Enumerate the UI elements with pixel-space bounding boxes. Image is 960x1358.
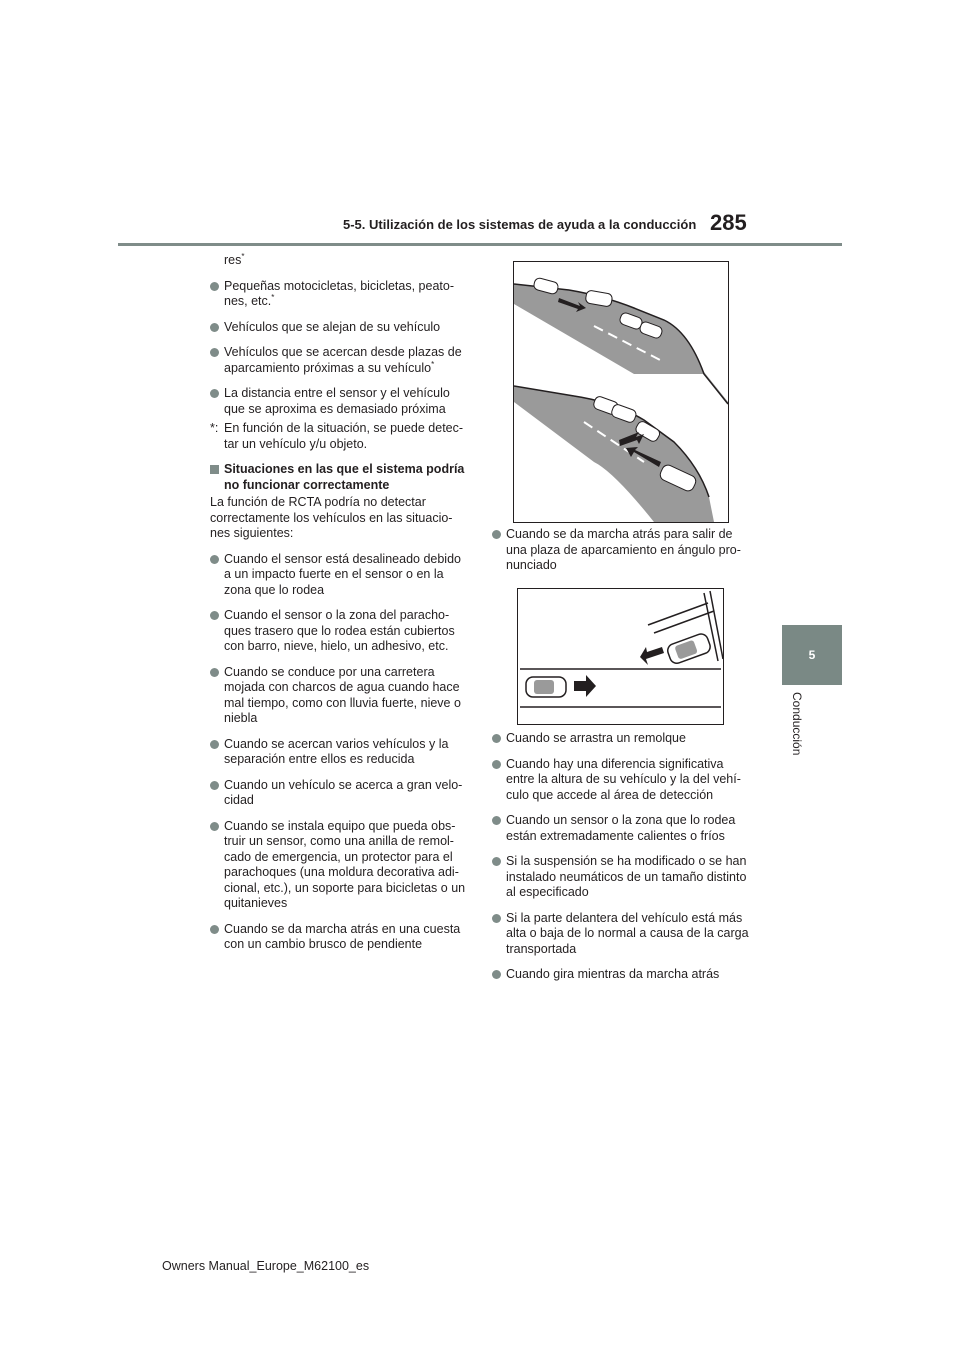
bullet-icon <box>492 857 501 866</box>
bullet-icon <box>210 781 219 790</box>
list-item: Pequeñas motocicletas, bicicletas, peato- nes, etc.* <box>210 279 468 310</box>
slope-illustration <box>513 261 729 523</box>
list-item: La distancia entre el sensor y el vehículo que se aproxima es demasiado próxima <box>210 386 468 417</box>
footnote-mark: *: <box>210 421 219 435</box>
list-item: Cuando un sensor o la zona que lo rodea están extremadamente calientes o fríos <box>492 813 754 844</box>
bullet-icon <box>492 914 501 923</box>
bullet-icon <box>210 389 219 398</box>
continued-text: res* <box>224 251 245 267</box>
list-item: Si la suspensión se ha modificado o se han instalado neumáticos de un tamaño distinto al especificado <box>492 854 754 901</box>
bullet-icon <box>492 970 501 979</box>
chapter-tab[interactable] <box>782 625 842 685</box>
list-item: Cuando el sensor o la zona del paracho-ques trasero que lo rodea están cubiertos con barro, nieve, hielo, un adhesivo, etc. <box>210 608 468 655</box>
bullet-icon <box>492 734 501 743</box>
bullet-icon <box>492 816 501 825</box>
section-heading: Situaciones en las que el sistema podría no funcionar correctamente <box>210 462 468 493</box>
square-bullet-icon <box>210 465 219 474</box>
bullet-icon <box>210 740 219 749</box>
list-item: Cuando se da marcha atrás para salir de una plaza de aparcamiento en ángulo pro-nunciado <box>492 527 754 574</box>
list-item: Vehículos que se alejan de su vehículo <box>210 320 468 336</box>
right-column-top <box>492 527 754 584</box>
list-item: Cuando se conduce por una carretera mojada con charcos de agua cuando hace mal tiempo, como con lluvia fuerte, nieve o niebla <box>210 665 468 727</box>
left-column <box>210 253 468 963</box>
right-column-bottom <box>492 731 754 993</box>
bullet-icon <box>210 555 219 564</box>
footnote: *: En función de la situación, se puede detec- tar un vehículo y/u objeto. <box>210 421 464 451</box>
bullet-icon <box>492 530 501 539</box>
bullet-icon <box>210 611 219 620</box>
chapter-number: 5 <box>808 648 816 662</box>
list-item: Cuando se acercan varios vehículos y la separación entre ellos es reducida <box>210 737 468 768</box>
bullet-icon <box>210 282 219 291</box>
angled-parking-illustration <box>517 588 724 725</box>
list-item: Cuando se instala equipo que pueda obs-truir un sensor, como una anilla de remol-cado de emergencia, un protector para el parachoques (una moldura decorativa adi-cional, etc.), un soporte para bicicletas o un quitanieves <box>210 819 468 912</box>
bullet-icon <box>210 822 219 831</box>
bullet-icon <box>210 323 219 332</box>
list-item: Cuando se arrastra un remolque <box>492 731 754 747</box>
bullet-icon <box>492 760 501 769</box>
header-rule <box>118 243 842 246</box>
list-item: Cuando gira mientras da marcha atrás <box>492 967 754 983</box>
list-item: Cuando el sensor está desalineado debido a un impacto fuerte en el sensor o en la zona que lo rodea <box>210 552 468 599</box>
bullet-icon <box>210 925 219 934</box>
list-item: Vehículos que se acercan desde plazas de aparcamiento próximas a su vehículo* <box>210 345 468 376</box>
bullet-icon <box>210 348 219 357</box>
footer-text: Owners Manual_Europe_M62100_es <box>162 1259 370 1273</box>
list-item: Cuando se da marcha atrás en una cuesta con un cambio brusco de pendiente <box>210 922 468 953</box>
list-item: Cuando un vehículo se acerca a gran velo-cidad <box>210 778 468 809</box>
list-item: Cuando hay una diferencia significativa entre la altura de su vehículo y la del vehí-culo que accede al área de detección <box>492 757 754 804</box>
list-item: Si la parte delantera del vehículo está más alta o baja de lo normal a causa de la carga transportada <box>492 911 754 958</box>
chapter-label: Conducción <box>790 692 804 756</box>
intro-paragraph: La función de RCTA podría no detectar correctamente los vehículos en las situacio-nes siguientes: <box>210 495 453 540</box>
bullet-icon <box>210 668 219 677</box>
page-number: 285 <box>710 210 747 235</box>
section-title: 5-5. Utilización de los sistemas de ayuda a la conducción <box>343 217 697 232</box>
